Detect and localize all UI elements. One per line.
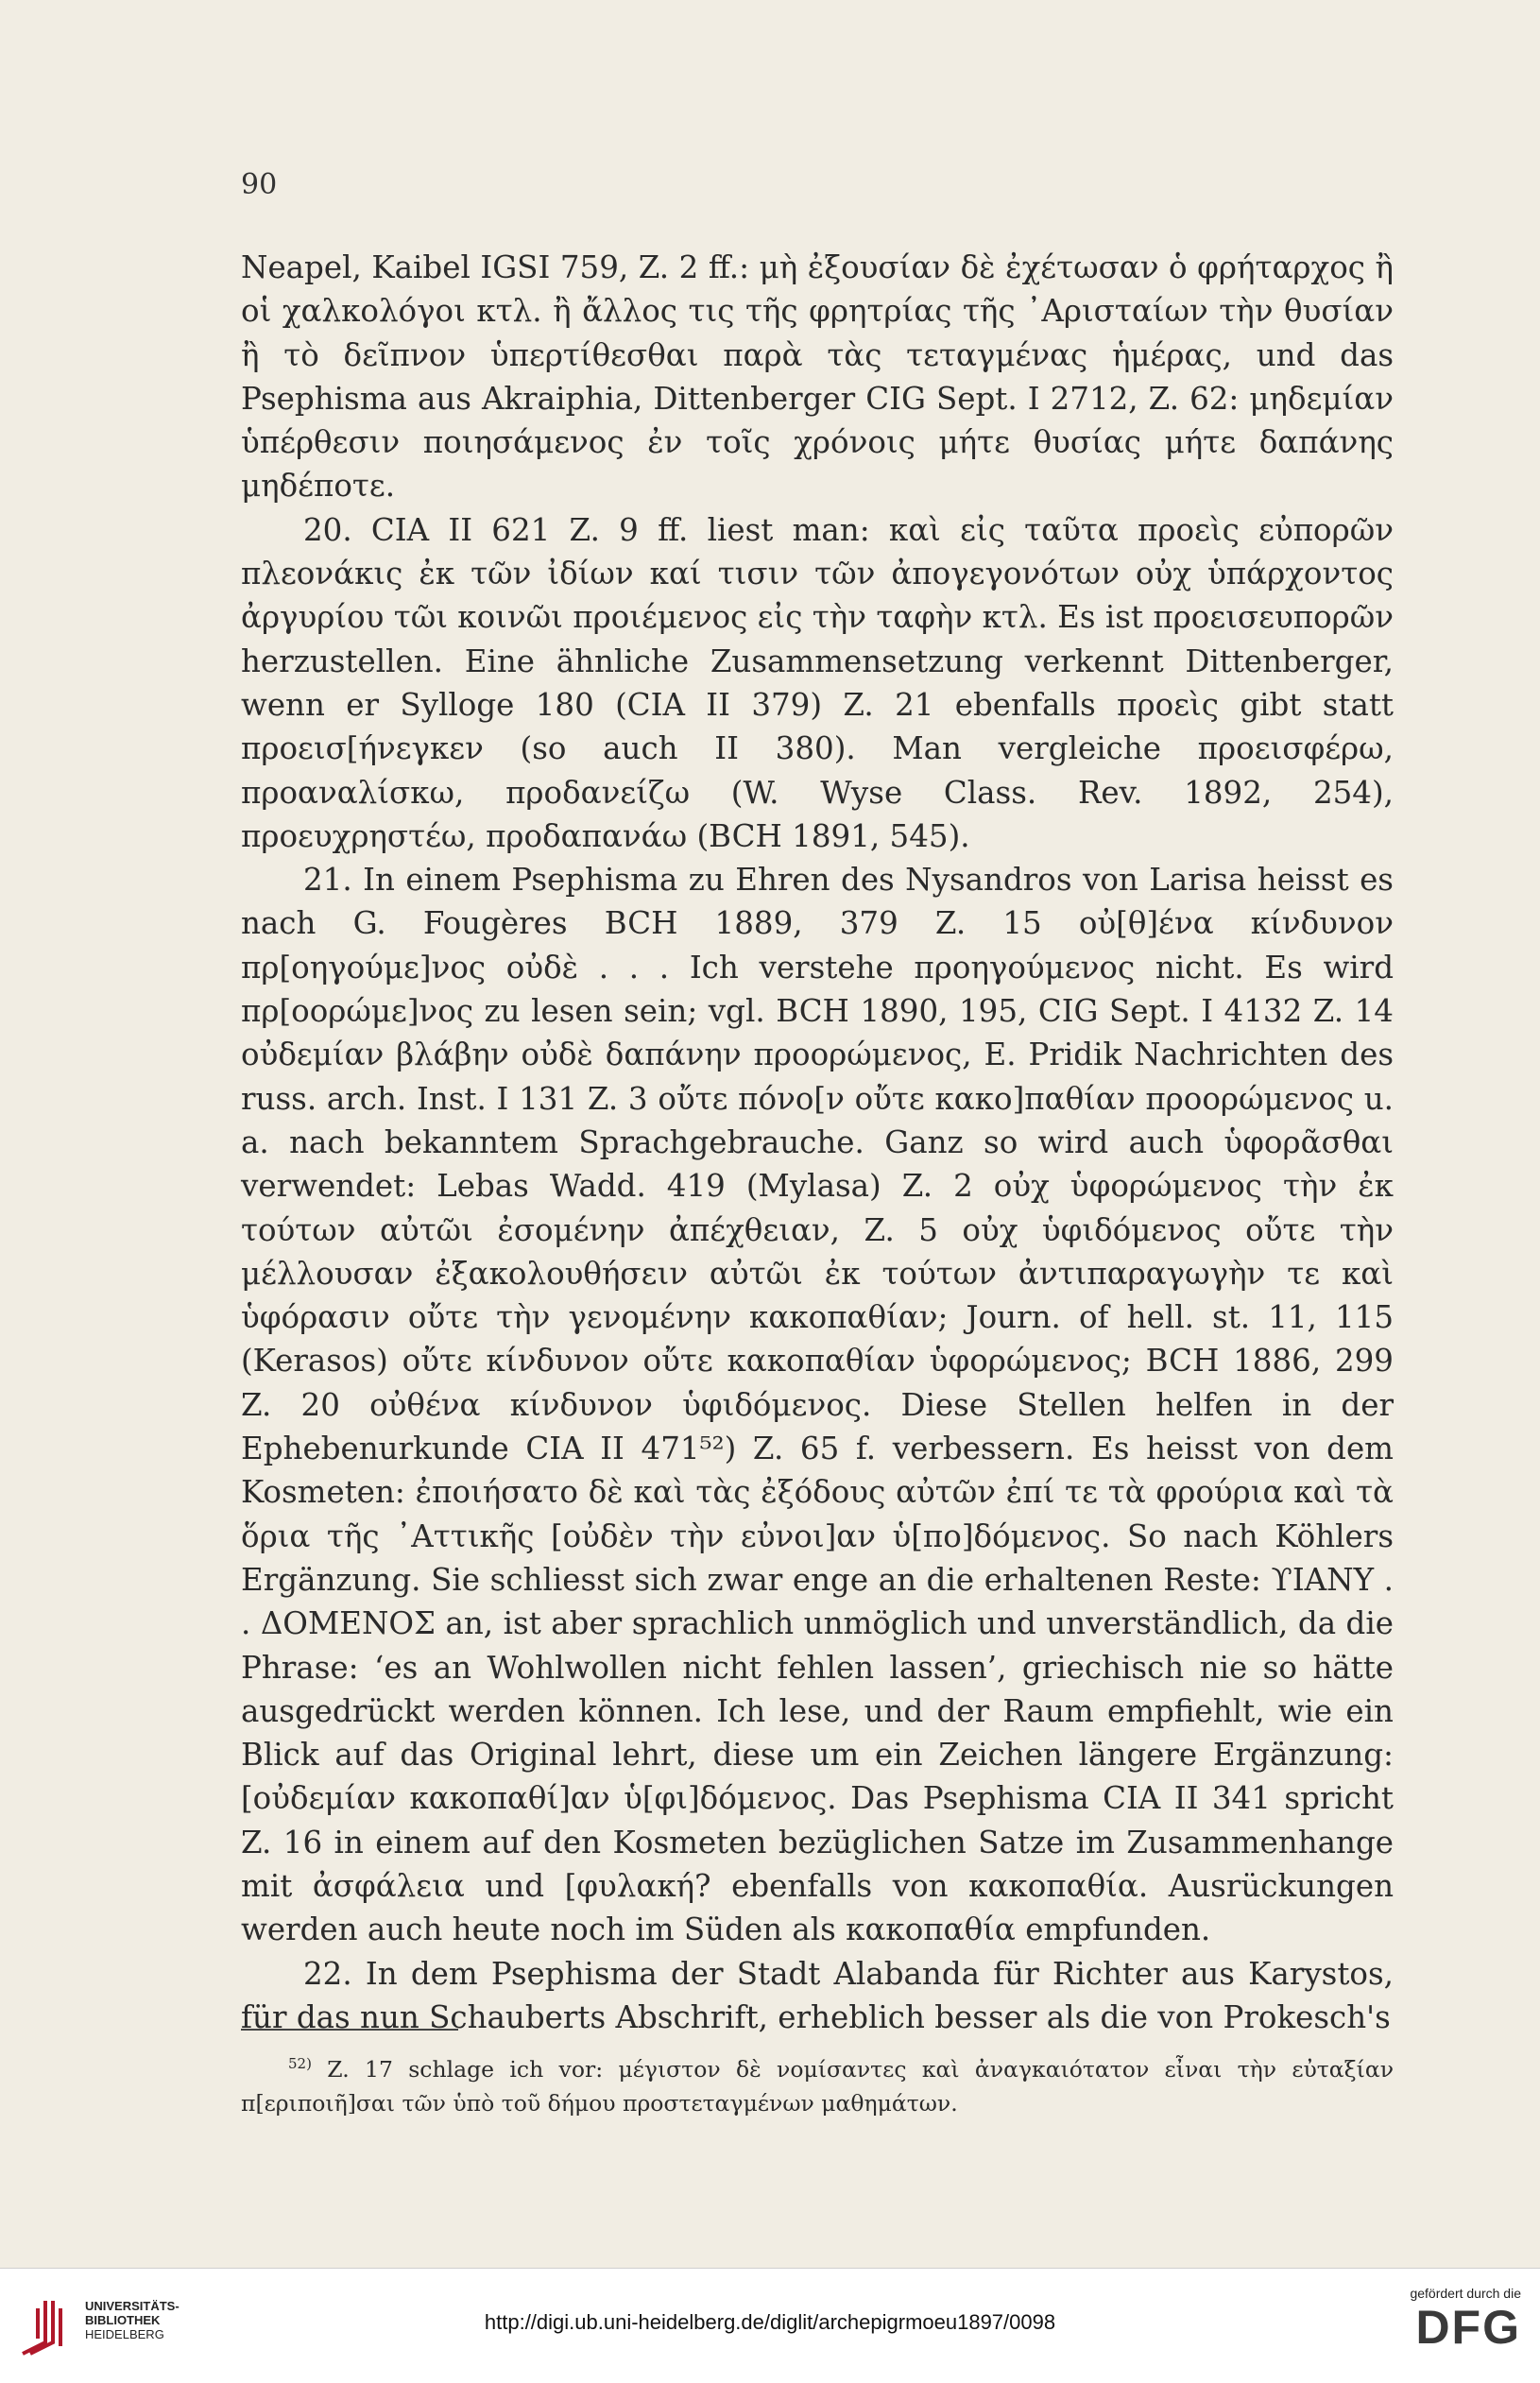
- footnote: [241, 2047, 1394, 2120]
- page-number: 90: [241, 168, 278, 201]
- footer-bar: [0, 2268, 1540, 2383]
- footnote-marker: 52): [288, 2055, 312, 2072]
- funding-caption: gefördert durch die: [1410, 2286, 1521, 2301]
- paragraph-21: 21. In einem Psephisma zu Ehren des Nysandros von Larisa heisst es nach G. Fougères BCH 1889, 379 Z. 15 οὐ[θ]ένα κίνδυνον πρ[οηγούμε]νος οὐδὲ . . . Ich verstehe προηγούμενος nicht. Es wird πρ[οορώμε]νος zu lesen sein; vgl. BCH 1890, 195, CIG Sept. I 4132 Z. 14 οὐδεμίαν βλάβην οὐδὲ δαπάνην προορώμενος, E. Pridik Nachrichten des russ. arch. Inst. I 131 Z. 3 οὔτε πόνο[ν οὔτε κακο]παθίαν προορώμενος u. a. nach bekanntem Sprachgebrauche. Ganz so wird auch ὑφορᾶσθαι verwendet: Lebas Wadd. 419 (Mylasa) Z. 2 οὐχ ὑφορώμενος τὴν ἐκ τούτων αὐτῶι ἐσομένην ἀπέχθειαν, Z. 5 οὐχ ὑφιδόμενος οὔτε τὴν μέλλουσαν ἐξακολουθήσειν αὐτῶι ἐκ τούτων ἀντιπαραγωγὴν τε καὶ ὑφόρασιν οὔτε τὴν γενομένην κακοπαθίαν; Journ. of hell. st. 11, 115 (Kerasos) οὔτε κίνδυνον οὔτε κακοπαθίαν ὑφορώμενος; BCH 1886, 299 Z. 20 οὐθένα κίνδυνον ὑφιδόμενος. Diese Stellen helfen in der Ephebenurkunde CIA II 471⁵²) Z. 65 f. verbessern. Es heisst von dem Kosmeten: ἐποιήσατο δὲ καὶ τὰς ἐξόδους αὐτῶν ἐπί τε τὰ φρούρια καὶ τὰ ὅρια τῆς ᾿Αττικῆς [οὐδὲν τὴν εὐνοι]αν ὑ[πο]δόμενος. So nach Köhlers Ergänzung. Sie schliesst sich zwar enge an die erhaltenen Reste: ϒIΑΝΥ . . ΔΟΜΕΝΟΣ an, ist aber sprachlich unmöglich und unverständlich, da die Phrase: ‘es an Wohlwollen nicht fehlen lassen’, griechisch nie so hätte ausgedrückt werden können. Ich lese, und der Raum empfiehlt, wie ein Blick auf das Original lehrt, diese um ein Zeichen längere Ergänzung: [οὐδεμίαν κακοπαθί]αν ὑ[φι]δόμενος. Das Psephisma CIA II 341 spricht Z. 16 in einem auf den Kosmeten bezüglichen Satze im Zusammenhange mit ἀσφάλεια und [φυλακή? ebenfalls von κακοπαθία. Ausrückungen werden auch heute noch im Süden als κακοπαθία empfunden.: [241, 862, 1394, 1948]
- body-text: [241, 246, 1394, 2039]
- university-library-name: UNIVERSITÄTS- BIBLIOTHEK HEIDELBERG: [85, 2299, 180, 2341]
- document-url-link[interactable]: http://digi.ub.uni-heidelberg.de/diglit/archepigrmoeu1897/0098: [484, 2310, 1056, 2334]
- paragraph-intro: Neapel, Kaibel IGSI 759, Z. 2 ff.: μὴ ἐξουσίαν δὲ ἐχέτωσαν ὁ φρήταρχος ἢ οἱ χαλκολόγοι κτλ. ἢ ἄλλος τις τῆς φρητρίας τῆς ᾿Αρισταίων τὴν θυσίαν ἢ τὸ δεῖπνον ὑπερτίθεσθαι παρὰ τὰς τεταγμένας ἡμέρας, und das Psephisma aus Akraiphia, Dittenberger CIG Sept. I 2712, Z. 62: μηδεμίαν ὑπέρθεσιν ποιησάμενος ἐν τοῖς χρόνοις μήτε θυσίας μήτε δαπάνης μηδέποτε.: [241, 249, 1394, 505]
- dfg-logo: DFG: [1415, 2301, 1521, 2354]
- dfg-funding-notice: [1410, 2286, 1521, 2354]
- paragraph-20: 20. CIA II 621 Z. 9 ff. liest man: καὶ εἰς ταῦτα προεὶς εὐπορῶν πλεονάκις ἐκ τῶν ἰδίων καί τισιν τῶν ἀπογεγονότων οὐχ ὑπάρχοντος ἀργυρίου τῶι κοινῶι προιέμενος εἰς τὴν ταφὴν κτλ. Es ist προεισευπορῶν herzustellen. Eine ähnliche Zusammensetzung verkennt Dittenberger, wenn er Sylloge 180 (CIA II 379) Z. 21 ebenfalls προεὶς gibt statt προεισ[ήνεγκεν (so auch II 380). Man vergleiche προεισφέρω, προαναλίσκω, προδανείζω (W. Wyse Class. Rev. 1892, 254), προευχρηστέω, προδαπανάω (BCH 1891, 545).: [241, 511, 1395, 854]
- paragraph-22: 22. In dem Psephisma der Stadt Alabanda für Richter aus Karystos, für das nun Schauberts Abschrift, erheblich besser als die von Prokesch's: [241, 1955, 1394, 2035]
- footnote-text: Z. 17 schlage ich vor: μέγιστον δὲ νομίσαντες καὶ ἀναγκαιότατον εἶναι τὴν εὐταξίαν π[εριποιῆ]σαι τῶν ὑπὸ τοῦ δήμου προστεταγμένων μαθημάτων.: [241, 2055, 1394, 2117]
- footnote-divider: [241, 2029, 458, 2031]
